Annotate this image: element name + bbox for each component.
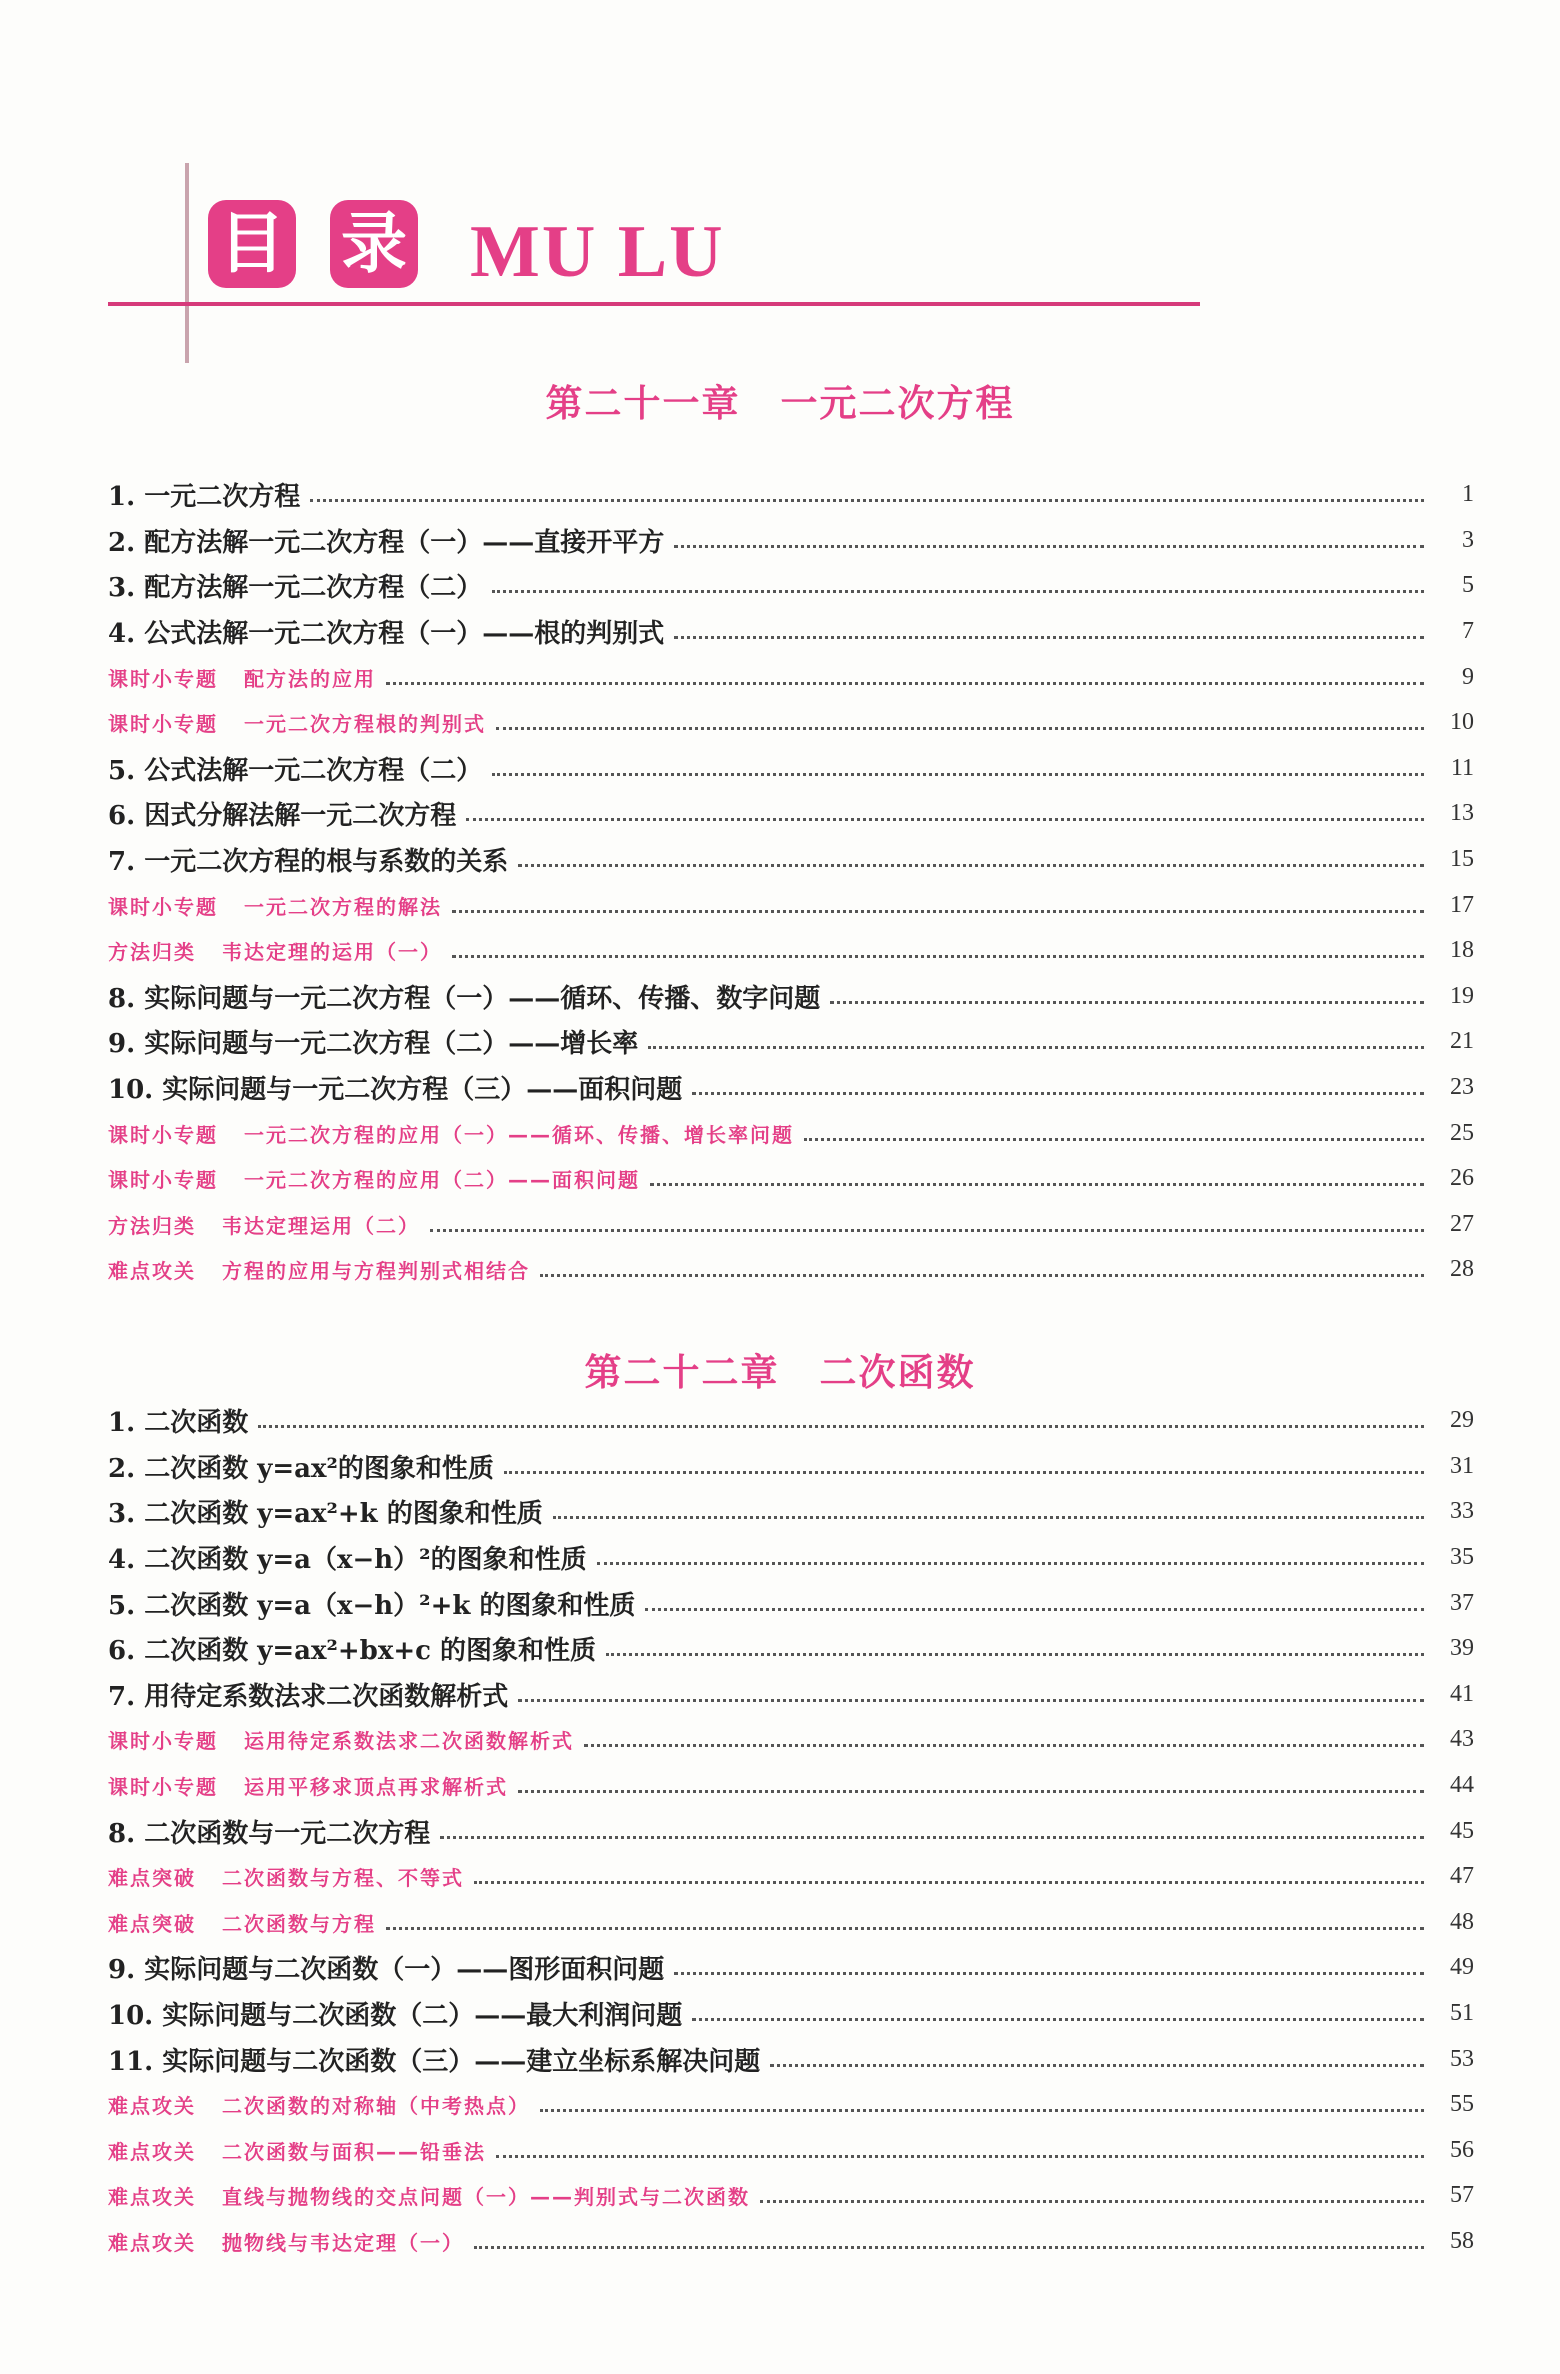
toc-entry-label: 7. 用待定系数法求二次函数解析式: [108, 1681, 509, 1712]
toc-entry[interactable]: [108, 1489, 1474, 1535]
toc-leader-dots: [466, 818, 1424, 821]
toc-leader-dots: [440, 1836, 1424, 1839]
toc-leader-dots: [430, 1229, 1424, 1232]
toc-entry-label: 3. 二次函数 y=ax²+k 的图象和性质: [108, 1499, 543, 1530]
toc-entry[interactable]: [108, 1717, 1474, 1763]
toc-leader-dots: [553, 1516, 1424, 1519]
toc-entry-label: 8. 实际问题与一元二次方程（一）——循环、传播、数字问题: [108, 983, 821, 1014]
toc-entry[interactable]: [108, 1398, 1474, 1444]
toc-topic-title: 韦达定理运用（二）: [222, 1213, 420, 1238]
toc-leader-dots: [452, 955, 1424, 958]
toc-entry-label: 5. 二次函数 y=a（x−h）²+k 的图象和性质: [108, 1590, 636, 1621]
toc-page-number: 26: [1450, 1165, 1474, 1192]
toc-leader-dots: [496, 2155, 1424, 2158]
toc-leader-dots: [496, 727, 1424, 730]
toc-entry-label: 5. 公式法解一元二次方程（二）: [108, 755, 483, 786]
toc-page-number: 11: [1450, 754, 1474, 781]
toc-topic-title: 二次函数与面积——铅垂法: [222, 2139, 486, 2164]
toc-topic-tag: 难点攻关: [108, 1259, 196, 1284]
toc-topic-tag: 课时小专题: [108, 1775, 218, 1800]
toc-page-number: 44: [1450, 1772, 1474, 1799]
chapter-22-title: [0, 1342, 1560, 1396]
toc-entry[interactable]: [108, 1019, 1474, 1065]
toc-entry[interactable]: [108, 563, 1474, 609]
toc-page-number: 56: [1450, 2136, 1474, 2163]
toc-entry[interactable]: [108, 609, 1474, 655]
toc-topic-tag: 课时小专题: [108, 1729, 218, 1754]
toc-leader-dots: [692, 1092, 1424, 1095]
toc-topic-tag: 难点攻关: [108, 2139, 196, 2164]
toc-entry-label: 2. 二次函数 y=ax²的图象和性质: [108, 1453, 494, 1484]
toc-entry-label: 8. 二次函数与一元二次方程: [108, 1818, 431, 1849]
toc-entry-label: 2. 配方法解一元二次方程（一）——直接开平方: [108, 527, 665, 558]
chapter-22-name: 二次函数: [819, 1351, 976, 1394]
chapter-21-number: 第二十一章: [545, 382, 741, 425]
toc-leader-dots: [606, 1653, 1424, 1656]
toc-topic-tag: 课时小专题: [108, 1168, 218, 1193]
toc-entry[interactable]: [108, 928, 1474, 974]
toc-entry[interactable]: [108, 1065, 1474, 1111]
toc-page-number: 37: [1450, 1589, 1474, 1616]
toc-topic-label: [108, 2181, 750, 2210]
toc-leader-dots: [504, 1471, 1424, 1474]
toc-leader-dots: [474, 2246, 1424, 2249]
toc-entry[interactable]: [108, 837, 1474, 883]
toc-leader-dots: [597, 1562, 1424, 1565]
toc-entry[interactable]: [108, 2128, 1474, 2174]
toc-leader-dots: [518, 1699, 1424, 1702]
toc-topic-label: [108, 1725, 574, 1754]
toc-page-number: 23: [1450, 1074, 1474, 1101]
toc-entry[interactable]: [108, 1672, 1474, 1718]
toc-topic-label: [108, 1210, 420, 1239]
toc-topic-title: 一元二次方程的解法: [244, 894, 442, 919]
toc-leader-dots: [310, 499, 1424, 502]
toc-topic-title: 直线与抛物线的交点问题（一）——判别式与二次函数: [222, 2185, 750, 2210]
toc-entry[interactable]: [108, 746, 1474, 792]
toc-entry-label: 4. 公式法解一元二次方程（一）——根的判别式: [108, 619, 665, 650]
toc-entry-label: 6. 因式分解法解一元二次方程: [108, 801, 457, 832]
toc-leader-dots: [650, 1183, 1424, 1186]
title-latin: MU LU: [470, 211, 725, 293]
toc-topic-label: [108, 2090, 530, 2119]
toc-leader-dots: [674, 545, 1424, 548]
toc-entry-label: 3. 配方法解一元二次方程（二）: [108, 573, 483, 604]
toc-page-number: 13: [1450, 800, 1474, 827]
toc-leader-dots: [770, 2064, 1424, 2067]
toc-leader-dots: [386, 682, 1424, 685]
toc-topic-label: [108, 1164, 640, 1193]
toc-entry[interactable]: [108, 518, 1474, 564]
toc-topic-title: 抛物线与韦达定理（一）: [222, 2230, 464, 2255]
toc-entry[interactable]: [108, 791, 1474, 837]
toc-leader-dots: [386, 1927, 1424, 1930]
toc-entry-label: 9. 实际问题与二次函数（一）——图形面积问题: [108, 1955, 665, 1986]
toc-entry-label: 10. 实际问题与一元二次方程（三）——面积问题: [108, 1075, 683, 1106]
toc-entry[interactable]: [108, 472, 1474, 518]
toc-page-number: 3: [1462, 526, 1474, 553]
toc-entry[interactable]: [108, 2219, 1474, 2265]
toc-entry[interactable]: [108, 1444, 1474, 1490]
toc-entry[interactable]: [108, 1580, 1474, 1626]
toc-page-number: 31: [1450, 1452, 1474, 1479]
toc-entry[interactable]: [108, 700, 1474, 746]
toc-topic-label: [108, 708, 486, 737]
toc-topic-tag: 课时小专题: [108, 712, 218, 737]
toc-entry[interactable]: [108, 2036, 1474, 2082]
toc-leader-dots: [674, 1972, 1424, 1975]
toc-topic-title: 运用平移求顶点再求解析式: [244, 1775, 508, 1800]
toc-page-number: 35: [1450, 1544, 1474, 1571]
toc-leader-dots: [540, 1274, 1424, 1277]
toc-entry-label: 11. 实际问题与二次函数（三）——建立坐标系解决问题: [108, 2046, 761, 2077]
chapter-22-number: 第二十二章: [584, 1351, 780, 1394]
title-char-box-2: 录: [330, 200, 418, 288]
toc-entry[interactable]: [108, 654, 1474, 700]
toc-entry-label: 4. 二次函数 y=a（x−h）²的图象和性质: [108, 1545, 587, 1576]
toc-page-number: 19: [1450, 982, 1474, 1009]
toc-page-number: 9: [1462, 663, 1474, 690]
toc-topic-title: 韦达定理的运用（一）: [222, 940, 442, 965]
toc-entry[interactable]: [108, 1991, 1474, 2037]
toc-entry[interactable]: [108, 1156, 1474, 1202]
toc-topic-label: [108, 1255, 530, 1284]
toc-leader-dots: [518, 1790, 1424, 1793]
toc-entry-label: 1. 一元二次方程: [108, 482, 301, 513]
toc-topic-title: 运用待定系数法求二次函数解析式: [244, 1729, 574, 1754]
toc-entry[interactable]: [108, 1808, 1474, 1854]
toc-entry-label: 7. 一元二次方程的根与系数的关系: [108, 847, 509, 878]
toc-topic-title: 二次函数与方程、不等式: [222, 1866, 464, 1891]
chapter-21-list: [108, 472, 1474, 1293]
toc-leader-dots: [540, 2109, 1424, 2112]
toc-topic-title: 二次函数的对称轴（中考热点）: [222, 2094, 530, 2119]
toc-page-number: 47: [1450, 1863, 1474, 1890]
toc-page-number: 57: [1450, 2182, 1474, 2209]
toc-entry-label: 10. 实际问题与二次函数（二）——最大利润问题: [108, 2001, 683, 2032]
toc-leader-dots: [584, 1744, 1424, 1747]
toc-page-number: 28: [1450, 1256, 1474, 1283]
toc-topic-label: [108, 936, 442, 965]
toc-page-number: 55: [1450, 2091, 1474, 2118]
toc-entry[interactable]: [108, 1247, 1474, 1293]
toc-topic-tag: 难点攻关: [108, 2185, 196, 2210]
toc-entry-label: 9. 实际问题与一元二次方程（二）——增长率: [108, 1029, 639, 1060]
toc-leader-dots: [648, 1046, 1424, 1049]
toc-topic-label: [108, 1908, 376, 1937]
chapter-21-title: [0, 373, 1560, 427]
toc-page-number: 10: [1450, 709, 1474, 736]
toc-topic-title: 一元二次方程的应用（一）——循环、传播、增长率问题: [244, 1122, 794, 1147]
toc-leader-dots: [474, 1881, 1424, 1884]
toc-topic-title: 一元二次方程的应用（二）——面积问题: [244, 1168, 640, 1193]
toc-page-number: 49: [1450, 1954, 1474, 1981]
toc-topic-label: [108, 1771, 508, 1800]
toc-page-number: 53: [1450, 2045, 1474, 2072]
toc-leader-dots: [492, 773, 1424, 776]
header-vertical-rule: [185, 163, 189, 363]
toc-topic-label: [108, 663, 376, 692]
toc-topic-tag: 方法归类: [108, 940, 196, 965]
toc-topic-tag: 课时小专题: [108, 666, 218, 691]
toc-leader-dots: [692, 2018, 1424, 2021]
toc-page-number: 27: [1450, 1210, 1474, 1237]
toc-entry[interactable]: [108, 2173, 1474, 2219]
toc-page-number: 41: [1450, 1680, 1474, 1707]
toc-page-number: 39: [1450, 1635, 1474, 1662]
toc-entry[interactable]: [108, 1535, 1474, 1581]
toc-entry[interactable]: [108, 1763, 1474, 1809]
toc-leader-dots: [258, 1425, 1424, 1428]
toc-topic-label: [108, 1119, 794, 1148]
toc-topic-tag: 课时小专题: [108, 894, 218, 919]
toc-page-number: 5: [1462, 572, 1474, 599]
toc-page-number: 7: [1462, 618, 1474, 645]
toc-entry[interactable]: [108, 1945, 1474, 1991]
toc-topic-label: [108, 1862, 464, 1891]
toc-page-number: 1: [1462, 481, 1474, 508]
toc-entry[interactable]: [108, 882, 1474, 928]
toc-leader-dots: [452, 910, 1424, 913]
toc-entry[interactable]: [108, 1110, 1474, 1156]
toc-leader-dots: [492, 590, 1424, 593]
toc-page-number: 58: [1450, 2227, 1474, 2254]
toc-topic-tag: 方法归类: [108, 1213, 196, 1238]
toc-entry[interactable]: [108, 2082, 1474, 2128]
toc-topic-tag: 课时小专题: [108, 1122, 218, 1147]
toc-page-number: 17: [1450, 891, 1474, 918]
toc-topic-tag: 难点突破: [108, 1866, 196, 1891]
toc-topic-tag: 难点攻关: [108, 2094, 196, 2119]
toc-entry[interactable]: [108, 1900, 1474, 1946]
toc-leader-dots: [674, 636, 1424, 639]
title-char-box-1: 目: [208, 200, 296, 288]
toc-page-number: 43: [1450, 1726, 1474, 1753]
toc-page-number: 51: [1450, 2000, 1474, 2027]
toc-page-number: 33: [1450, 1498, 1474, 1525]
toc-leader-dots: [830, 1001, 1424, 1004]
toc-page-number: 45: [1450, 1817, 1474, 1844]
toc-page-number: 15: [1450, 846, 1474, 873]
toc-page-number: 21: [1450, 1028, 1474, 1055]
toc-entry[interactable]: [108, 1626, 1474, 1672]
toc-leader-dots: [518, 864, 1424, 867]
toc-leader-dots: [760, 2200, 1424, 2203]
toc-topic-title: 一元二次方程根的判别式: [244, 712, 486, 737]
toc-topic-label: [108, 2227, 464, 2256]
toc-page-number: 48: [1450, 1908, 1474, 1935]
toc-topic-label: [108, 891, 442, 920]
header-horizontal-rule: [108, 302, 1200, 306]
toc-topic-label: [108, 2136, 486, 2165]
toc-leader-dots: [804, 1138, 1424, 1141]
chapter-22-list: [108, 1398, 1474, 2264]
toc-topic-title: 方程的应用与方程判别式相结合: [222, 1259, 530, 1284]
toc-page-number: 18: [1450, 937, 1474, 964]
toc-entry-label: 6. 二次函数 y=ax²+bx+c 的图象和性质: [108, 1636, 597, 1667]
toc-leader-dots: [645, 1608, 1424, 1611]
chapter-21-name: 一元二次方程: [780, 382, 1015, 425]
toc-entry[interactable]: [108, 1202, 1474, 1248]
toc-entry[interactable]: [108, 1854, 1474, 1900]
toc-entry-label: 1. 二次函数: [108, 1408, 249, 1439]
toc-page-number: 25: [1450, 1119, 1474, 1146]
toc-page-number: 29: [1450, 1407, 1474, 1434]
toc-topic-title: 二次函数与方程: [222, 1911, 376, 1936]
toc-topic-tag: 难点攻关: [108, 2230, 196, 2255]
toc-entry[interactable]: [108, 974, 1474, 1020]
toc-topic-title: 配方法的应用: [244, 666, 376, 691]
toc-topic-tag: 难点突破: [108, 1911, 196, 1936]
